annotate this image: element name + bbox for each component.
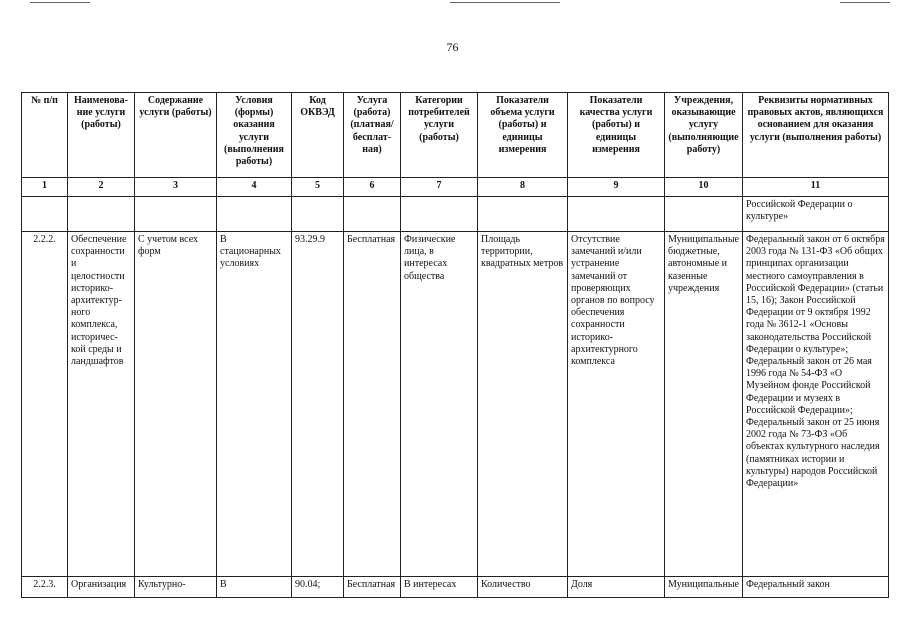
table-cell: В стационарных условиях xyxy=(217,232,292,577)
table-row xyxy=(22,232,889,577)
table-cell: Муниципальные xyxy=(665,577,743,598)
table-cell: В интересах xyxy=(401,577,478,598)
table-cell: Культурно- xyxy=(135,577,217,598)
table-cell: Бесплатная xyxy=(344,577,401,598)
table-cell: С учетом всех форм xyxy=(135,232,217,577)
column-number-cell: 8 xyxy=(478,178,568,197)
column-number-cell: 1 xyxy=(22,178,68,197)
header-cell: Код ОКВЭД xyxy=(292,93,344,178)
table-cell xyxy=(217,197,292,232)
table-cell xyxy=(22,197,68,232)
column-number-cell: 7 xyxy=(401,178,478,197)
table-cell xyxy=(665,197,743,232)
table-cell xyxy=(478,197,568,232)
column-number-cell: 6 xyxy=(344,178,401,197)
table-cell: Обеспечение сохранности и целостности историко-архитектур-ного комплекса, историчес-кой среды и ландшафтов xyxy=(68,232,135,577)
row-number-cell: 2.2.2. xyxy=(22,232,68,577)
table-cell xyxy=(135,197,217,232)
column-number-cell: 4 xyxy=(217,178,292,197)
header-cell: Реквизиты нормативных правовых актов, являющихся основанием для оказания услуги (выполнения работы) xyxy=(743,93,889,178)
column-number-cell: 10 xyxy=(665,178,743,197)
table-cell: Бесплатная xyxy=(344,232,401,577)
table-cell: Доля xyxy=(568,577,665,598)
table-cell: Количество xyxy=(478,577,568,598)
header-cell: Показатели качества услуги (работы) и единицы измерения xyxy=(568,93,665,178)
continuation-row xyxy=(22,197,889,232)
header-cell: Содержание услуги (работы) xyxy=(135,93,217,178)
table-cell: Отсутствие замечаний и/или устранение замечаний от проверяющих органов по вопросу обеспечения сохранности историко-архитектурного комплекса xyxy=(568,232,665,577)
table-cell xyxy=(344,197,401,232)
column-number-cell: 2 xyxy=(68,178,135,197)
header-cell: Учреждения, оказывающие услугу (выполняющие работу) xyxy=(665,93,743,178)
table-cell: Федеральный закон xyxy=(743,577,889,598)
column-number-row xyxy=(22,178,889,197)
table-cell: Площадь территории, квадратных метров xyxy=(478,232,568,577)
header-cell: Показатели объема услуги (работы) и единицы измерения xyxy=(478,93,568,178)
header-cell: Категории потребителей услуги (работы) xyxy=(401,93,478,178)
column-number-cell: 5 xyxy=(292,178,344,197)
header-cell: Условия (формы) оказания услуги (выполнения работы) xyxy=(217,93,292,178)
top-edge-marks xyxy=(0,0,905,6)
column-number-cell: 9 xyxy=(568,178,665,197)
column-number-cell: 3 xyxy=(135,178,217,197)
table-cell: Физические лица, в интересах общества xyxy=(401,232,478,577)
table-cell: Российской Федерации о культуре» xyxy=(743,197,889,232)
page-number: 76 xyxy=(446,40,459,54)
table-cell xyxy=(292,197,344,232)
table-cell: В xyxy=(217,577,292,598)
table-row xyxy=(22,577,889,598)
table-cell xyxy=(568,197,665,232)
column-number-cell: 11 xyxy=(743,178,889,197)
table-cell: Организация xyxy=(68,577,135,598)
header-cell: Услуга (работа) (платная/ бесплат-ная) xyxy=(344,93,401,178)
row-number-cell: 2.2.3. xyxy=(22,577,68,598)
table-cell xyxy=(401,197,478,232)
table-cell: 90.04; xyxy=(292,577,344,598)
table-cell: Федеральный закон от 6 октября 2003 года № 131-ФЗ «Об общих принципах организации местного самоуправления в Российской Федерации» (статьи 15, 16); Закон Российской Федерации от 9 октября 1992 года № 3612-1 «Основы законодательства Российской Федерации о культуре»; Федеральный закон от 26 мая 1996 года № 54-ФЗ «О Музейном фонде Российской Федерации и музеях в Российской Федерации»; Федеральный закон от 25 июня 2002 года № 73-ФЗ «Об объектах культурного наследия (памятниках истории и культуры) народов Российской Федерации» xyxy=(743,232,889,577)
header-row xyxy=(22,93,889,178)
table-cell: 93.29.9 xyxy=(292,232,344,577)
header-cell: Наименова-ние услуги (работы) xyxy=(68,93,135,178)
table-cell: Муниципальные бюджетные, автономные и казенные учреждения xyxy=(665,232,743,577)
header-cell: № п/п xyxy=(22,93,68,178)
services-registry-table xyxy=(21,92,889,598)
table-cell xyxy=(68,197,135,232)
